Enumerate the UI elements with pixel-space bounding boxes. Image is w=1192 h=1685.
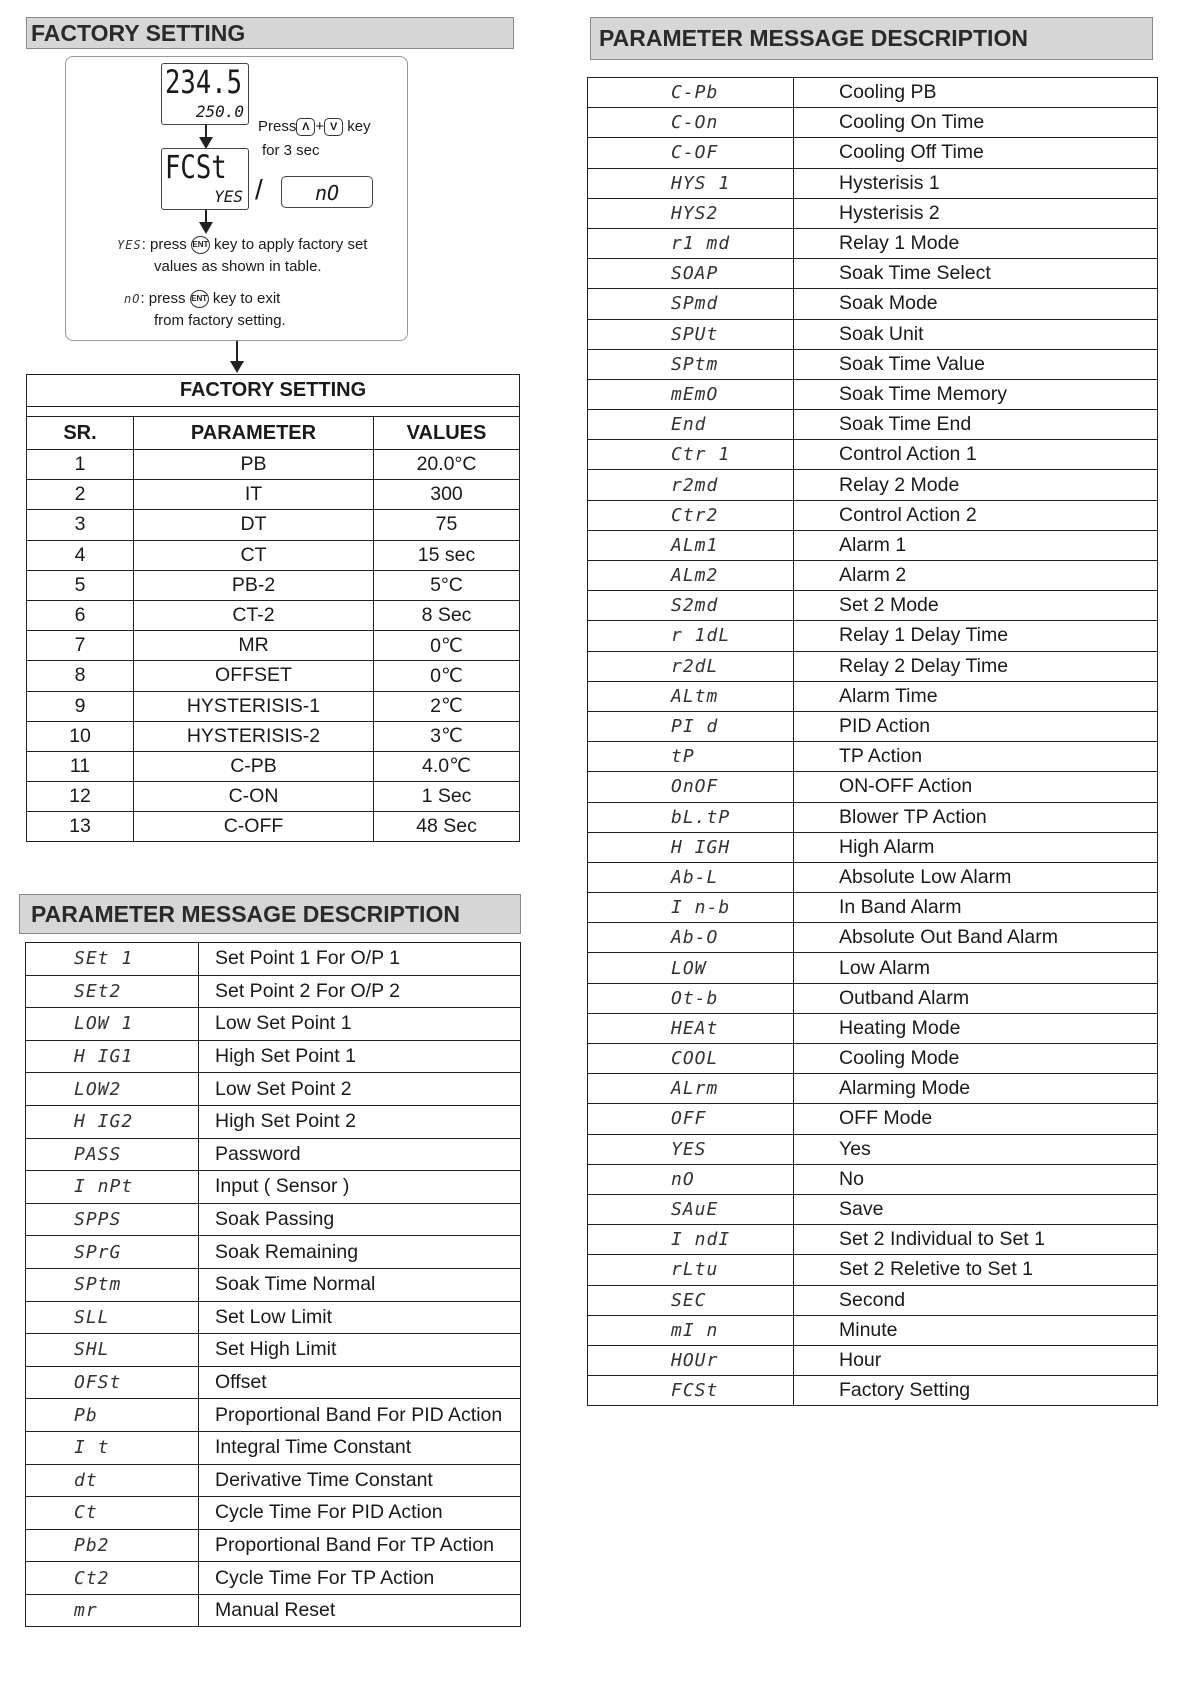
factory-setting-header: FACTORY SETTING xyxy=(26,17,514,49)
cell-description: Alarm 1 xyxy=(794,530,1158,560)
enter-key-icon: ENT xyxy=(191,236,210,254)
table-row xyxy=(26,1203,521,1236)
table-row xyxy=(588,289,1158,319)
cell-description: Hour xyxy=(794,1345,1158,1375)
table-row xyxy=(588,1345,1158,1375)
cell-description: Cycle Time For TP Action xyxy=(199,1562,521,1595)
cell-code: Ct2 xyxy=(26,1562,199,1595)
cell-code: mI n xyxy=(588,1315,794,1345)
table-title: FACTORY SETTING xyxy=(27,375,520,407)
cell-code: HOUr xyxy=(588,1345,794,1375)
cell-description: Control Action 2 xyxy=(794,500,1158,530)
table-row xyxy=(588,923,1158,953)
table-row xyxy=(588,591,1158,621)
cell-code: Ab-O xyxy=(588,923,794,953)
cell-description: Second xyxy=(794,1285,1158,1315)
press-instruction: Press Λ + V key xyxy=(258,118,371,135)
cell-code: mr xyxy=(26,1594,199,1627)
press-duration: for 3 sec xyxy=(262,142,320,159)
table-row xyxy=(27,540,520,570)
table-row xyxy=(27,812,520,842)
cell-code: SOAP xyxy=(588,259,794,289)
cell-description: Soak Time Normal xyxy=(199,1268,521,1301)
table-row xyxy=(588,711,1158,741)
cell-code: SPtm xyxy=(588,349,794,379)
cell-sr: 9 xyxy=(27,691,134,721)
table-row xyxy=(588,621,1158,651)
down-key-icon: V xyxy=(324,118,343,136)
cell-code: mEmO xyxy=(588,379,794,409)
cell-code: H IGH xyxy=(588,832,794,862)
cell-code: SPmd xyxy=(588,289,794,319)
cell-description: Low Set Point 1 xyxy=(199,1008,521,1041)
cell-value: 1 Sec xyxy=(374,782,520,812)
cell-description: Outband Alarm xyxy=(794,983,1158,1013)
cell-code: rLtu xyxy=(588,1255,794,1285)
cell-code: C-OF xyxy=(588,138,794,168)
table-row xyxy=(588,862,1158,892)
table-row xyxy=(27,782,520,812)
cell-description: Cooling PB xyxy=(794,78,1158,108)
cell-code: H IG1 xyxy=(26,1040,199,1073)
cell-description: High Set Point 1 xyxy=(199,1040,521,1073)
cell-code: LOW xyxy=(588,953,794,983)
cell-code: COOL xyxy=(588,1044,794,1074)
cell-code: Ab-L xyxy=(588,862,794,892)
cell-parameter: MR xyxy=(134,631,374,661)
cell-parameter: HYSTERISIS-2 xyxy=(134,721,374,751)
cell-value: 75 xyxy=(374,510,520,540)
table-row xyxy=(588,470,1158,500)
table-row xyxy=(27,480,520,510)
cell-code: SLL xyxy=(26,1301,199,1334)
table-row xyxy=(588,1225,1158,1255)
table-row xyxy=(26,1268,521,1301)
cell-description: Soak Passing xyxy=(199,1203,521,1236)
cell-sr: 4 xyxy=(27,540,134,570)
cell-code: Pb2 xyxy=(26,1529,199,1562)
cell-code: LOW2 xyxy=(26,1073,199,1106)
lcd-display-fcst xyxy=(161,148,249,210)
cell-description: Minute xyxy=(794,1315,1158,1345)
cell-description: TP Action xyxy=(794,742,1158,772)
cell-parameter: PB-2 xyxy=(134,570,374,600)
cell-value: 48 Sec xyxy=(374,812,520,842)
cell-description: Absolute Low Alarm xyxy=(794,862,1158,892)
cell-description: Cooling On Time xyxy=(794,108,1158,138)
enter-key-icon: ENT xyxy=(190,290,209,308)
slash-separator: / xyxy=(255,174,263,205)
cell-code: r2dL xyxy=(588,651,794,681)
cell-code: SEC xyxy=(588,1285,794,1315)
table-row xyxy=(588,198,1158,228)
cell-description: Set 2 Reletive to Set 1 xyxy=(794,1255,1158,1285)
cell-parameter: HYSTERISIS-1 xyxy=(134,691,374,721)
cell-code: ALm2 xyxy=(588,561,794,591)
cell-sr: 12 xyxy=(27,782,134,812)
cell-code: FCSt xyxy=(588,1376,794,1406)
cell-value: 5°C xyxy=(374,570,520,600)
table-row xyxy=(588,228,1158,258)
cell-description: Cooling Off Time xyxy=(794,138,1158,168)
pmd-right-table xyxy=(587,77,1158,1406)
table-row xyxy=(26,1464,521,1497)
cell-parameter: C-ON xyxy=(134,782,374,812)
cell-code: Pb xyxy=(26,1399,199,1432)
lcd-display-run xyxy=(161,63,249,125)
table-row xyxy=(27,721,520,751)
cell-code: r2md xyxy=(588,470,794,500)
cell-code: HYS2 xyxy=(588,198,794,228)
cell-description: Soak Remaining xyxy=(199,1236,521,1269)
table-row xyxy=(26,1594,521,1627)
lcd-main-value: FCSt xyxy=(165,148,227,186)
table-row xyxy=(27,751,520,781)
cell-sr: 13 xyxy=(27,812,134,842)
table-row xyxy=(26,1399,521,1432)
cell-code: I ndI xyxy=(588,1225,794,1255)
table-row xyxy=(588,1013,1158,1043)
table-row xyxy=(588,742,1158,772)
table-row xyxy=(26,1301,521,1334)
cell-parameter: C-PB xyxy=(134,751,374,781)
cell-value: 0℃ xyxy=(374,631,520,661)
cell-parameter: IT xyxy=(134,480,374,510)
cell-parameter: OFFSET xyxy=(134,661,374,691)
cell-description: Set 2 Mode xyxy=(794,591,1158,621)
cell-code: Ct xyxy=(26,1497,199,1530)
cell-parameter: CT xyxy=(134,540,374,570)
cell-code: YES xyxy=(588,1134,794,1164)
cell-description: Manual Reset xyxy=(199,1594,521,1627)
cell-sr: 7 xyxy=(27,631,134,661)
cell-description: Relay 2 Mode xyxy=(794,470,1158,500)
table-row xyxy=(588,1285,1158,1315)
cell-sr: 3 xyxy=(27,510,134,540)
cell-code: LOW 1 xyxy=(26,1008,199,1041)
cell-description: Set Low Limit xyxy=(199,1301,521,1334)
cell-code: I t xyxy=(26,1431,199,1464)
cell-description: Hysterisis 1 xyxy=(794,168,1158,198)
cell-description: Proportional Band For TP Action xyxy=(199,1529,521,1562)
cell-code: ALm1 xyxy=(588,530,794,560)
table-row xyxy=(588,379,1158,409)
cell-code: nO xyxy=(588,1164,794,1194)
cell-parameter: CT-2 xyxy=(134,600,374,630)
table-row xyxy=(26,1105,521,1138)
table-row xyxy=(26,1171,521,1204)
table-row xyxy=(588,953,1158,983)
pmd-left-table xyxy=(25,942,521,1627)
cell-value: 20.0°C xyxy=(374,450,520,480)
table-row xyxy=(588,138,1158,168)
table-row xyxy=(26,943,521,976)
lcd-sub-value: YES xyxy=(214,187,243,206)
table-row xyxy=(26,1008,521,1041)
cell-code: OnOF xyxy=(588,772,794,802)
cell-code: H IG2 xyxy=(26,1105,199,1138)
cell-code: PI d xyxy=(588,711,794,741)
cell-description: Heating Mode xyxy=(794,1013,1158,1043)
table-row xyxy=(26,1562,521,1595)
no-instruction: nO: press ENT key to exit xyxy=(124,290,281,307)
table-row xyxy=(588,78,1158,108)
cell-parameter: C-OFF xyxy=(134,812,374,842)
cell-sr: 6 xyxy=(27,600,134,630)
cell-description: Relay 2 Delay Time xyxy=(794,651,1158,681)
cell-description: Soak Time Value xyxy=(794,349,1158,379)
cell-description: High Alarm xyxy=(794,832,1158,862)
cell-code: dt xyxy=(26,1464,199,1497)
cell-code: PASS xyxy=(26,1138,199,1171)
table-row xyxy=(588,108,1158,138)
cell-description: High Set Point 2 xyxy=(199,1105,521,1138)
cell-code: Ctr2 xyxy=(588,500,794,530)
column-header-sr: SR. xyxy=(27,417,134,450)
factory-setting-table xyxy=(26,374,520,842)
table-row xyxy=(588,802,1158,832)
table-row xyxy=(588,1194,1158,1224)
cell-sr: 10 xyxy=(27,721,134,751)
table-row xyxy=(588,319,1158,349)
lcd-sub-value: 250.0 xyxy=(195,102,244,121)
cell-description: Relay 1 Mode xyxy=(794,228,1158,258)
table-row xyxy=(27,691,520,721)
cell-code: SPUt xyxy=(588,319,794,349)
cell-description: PID Action xyxy=(794,711,1158,741)
cell-description: Set Point 1 For O/P 1 xyxy=(199,943,521,976)
cell-code: C-On xyxy=(588,108,794,138)
cell-code: SPPS xyxy=(26,1203,199,1236)
no-instruction-line2: from factory setting. xyxy=(154,312,286,329)
cell-code: SEt 1 xyxy=(26,943,199,976)
cell-code: r1 md xyxy=(588,228,794,258)
table-row xyxy=(26,1366,521,1399)
arrow-down-icon xyxy=(205,125,207,147)
cell-code: HYS 1 xyxy=(588,168,794,198)
cell-description: Cooling Mode xyxy=(794,1044,1158,1074)
cell-value: 2℃ xyxy=(374,691,520,721)
cell-code: I nPt xyxy=(26,1171,199,1204)
table-row xyxy=(26,1073,521,1106)
cell-code: SPtm xyxy=(26,1268,199,1301)
table-row xyxy=(588,410,1158,440)
table-row xyxy=(588,832,1158,862)
cell-description: Set 2 Individual to Set 1 xyxy=(794,1225,1158,1255)
cell-description: Control Action 1 xyxy=(794,440,1158,470)
table-row xyxy=(588,1315,1158,1345)
cell-description: Password xyxy=(199,1138,521,1171)
cell-code: I n-b xyxy=(588,893,794,923)
cell-description: ON-OFF Action xyxy=(794,772,1158,802)
table-row xyxy=(588,772,1158,802)
cell-description: Factory Setting xyxy=(794,1376,1158,1406)
arrow-down-icon xyxy=(236,341,238,371)
cell-code: SHL xyxy=(26,1334,199,1367)
table-row xyxy=(26,1334,521,1367)
table-row xyxy=(26,975,521,1008)
cell-description: Input ( Sensor ) xyxy=(199,1171,521,1204)
table-row xyxy=(26,1040,521,1073)
cell-description: Blower TP Action xyxy=(794,802,1158,832)
cell-description: Save xyxy=(794,1194,1158,1224)
cell-description: Yes xyxy=(794,1134,1158,1164)
cell-description: Alarm 2 xyxy=(794,561,1158,591)
table-row xyxy=(27,450,520,480)
table-row xyxy=(588,500,1158,530)
table-row xyxy=(588,681,1158,711)
table-row xyxy=(26,1236,521,1269)
cell-value: 300 xyxy=(374,480,520,510)
cell-code: SPrG xyxy=(26,1236,199,1269)
cell-code: HEAt xyxy=(588,1013,794,1043)
yes-instruction-line2: values as shown in table. xyxy=(154,258,322,275)
cell-code: OFF xyxy=(588,1104,794,1134)
table-row xyxy=(588,259,1158,289)
cell-code: S2md xyxy=(588,591,794,621)
table-row xyxy=(588,530,1158,560)
table-row xyxy=(588,651,1158,681)
lcd-main-value: 234.5 xyxy=(165,63,243,101)
cell-description: Low Alarm xyxy=(794,953,1158,983)
pmd-left-header: PARAMETER MESSAGE DESCRIPTION xyxy=(19,894,521,934)
cell-value: 15 sec xyxy=(374,540,520,570)
lcd-value: nO xyxy=(315,181,340,205)
table-row xyxy=(26,1497,521,1530)
cell-description: Soak Time Select xyxy=(794,259,1158,289)
cell-description: In Band Alarm xyxy=(794,893,1158,923)
cell-description: Soak Unit xyxy=(794,319,1158,349)
column-header-parameter: PARAMETER xyxy=(134,417,374,450)
table-row xyxy=(588,168,1158,198)
cell-description: Soak Mode xyxy=(794,289,1158,319)
table-row xyxy=(588,1376,1158,1406)
cell-description: OFF Mode xyxy=(794,1104,1158,1134)
cell-description: Derivative Time Constant xyxy=(199,1464,521,1497)
cell-code: SAuE xyxy=(588,1194,794,1224)
table-row xyxy=(588,1104,1158,1134)
table-row xyxy=(588,561,1158,591)
table-row xyxy=(588,1044,1158,1074)
table-row xyxy=(27,570,520,600)
yes-instruction: YES: press ENT key to apply factory set xyxy=(117,236,368,253)
pmd-right-header: PARAMETER MESSAGE DESCRIPTION xyxy=(590,17,1153,60)
cell-description: Proportional Band For PID Action xyxy=(199,1399,521,1432)
cell-description: Set High Limit xyxy=(199,1334,521,1367)
cell-description: Cycle Time For PID Action xyxy=(199,1497,521,1530)
cell-description: Low Set Point 2 xyxy=(199,1073,521,1106)
table-row xyxy=(27,661,520,691)
cell-code: C-Pb xyxy=(588,78,794,108)
column-header-values: VALUES xyxy=(374,417,520,450)
lcd-display-no xyxy=(281,176,373,208)
table-row xyxy=(588,1255,1158,1285)
cell-code: ALtm xyxy=(588,681,794,711)
cell-description: Set Point 2 For O/P 2 xyxy=(199,975,521,1008)
cell-parameter: PB xyxy=(134,450,374,480)
cell-description: No xyxy=(794,1164,1158,1194)
cell-description: Relay 1 Delay Time xyxy=(794,621,1158,651)
cell-value: 8 Sec xyxy=(374,600,520,630)
cell-description: Absolute Out Band Alarm xyxy=(794,923,1158,953)
cell-description: Soak Time End xyxy=(794,410,1158,440)
cell-parameter: DT xyxy=(134,510,374,540)
cell-sr: 11 xyxy=(27,751,134,781)
cell-value: 0℃ xyxy=(374,661,520,691)
cell-sr: 5 xyxy=(27,570,134,600)
cell-description: Alarming Mode xyxy=(794,1074,1158,1104)
table-row xyxy=(588,1074,1158,1104)
cell-description: Integral Time Constant xyxy=(199,1431,521,1464)
cell-description: Alarm Time xyxy=(794,681,1158,711)
table-row xyxy=(26,1138,521,1171)
cell-code: SEt2 xyxy=(26,975,199,1008)
table-row xyxy=(588,1134,1158,1164)
table-row xyxy=(27,631,520,661)
cell-sr: 1 xyxy=(27,450,134,480)
cell-description: Hysterisis 2 xyxy=(794,198,1158,228)
cell-code: Ctr 1 xyxy=(588,440,794,470)
cell-description: Soak Time Memory xyxy=(794,379,1158,409)
cell-description: Offset xyxy=(199,1366,521,1399)
table-row xyxy=(588,1164,1158,1194)
cell-code: bL.tP xyxy=(588,802,794,832)
table-row xyxy=(26,1431,521,1464)
table-row xyxy=(588,893,1158,923)
factory-setting-diagram xyxy=(65,56,408,341)
cell-value: 3℃ xyxy=(374,721,520,751)
spacer-row xyxy=(27,407,520,417)
table-row xyxy=(26,1529,521,1562)
cell-sr: 2 xyxy=(27,480,134,510)
table-row xyxy=(588,983,1158,1013)
arrow-down-icon xyxy=(205,210,207,232)
cell-code: tP xyxy=(588,742,794,772)
cell-sr: 8 xyxy=(27,661,134,691)
cell-code: OFSt xyxy=(26,1366,199,1399)
table-row xyxy=(27,510,520,540)
up-key-icon: Λ xyxy=(296,118,315,136)
cell-code: Ot-b xyxy=(588,983,794,1013)
table-row xyxy=(588,440,1158,470)
cell-code: ALrm xyxy=(588,1074,794,1104)
cell-code: r 1dL xyxy=(588,621,794,651)
cell-code: End xyxy=(588,410,794,440)
cell-value: 4.0℃ xyxy=(374,751,520,781)
table-row xyxy=(27,600,520,630)
table-row xyxy=(588,349,1158,379)
